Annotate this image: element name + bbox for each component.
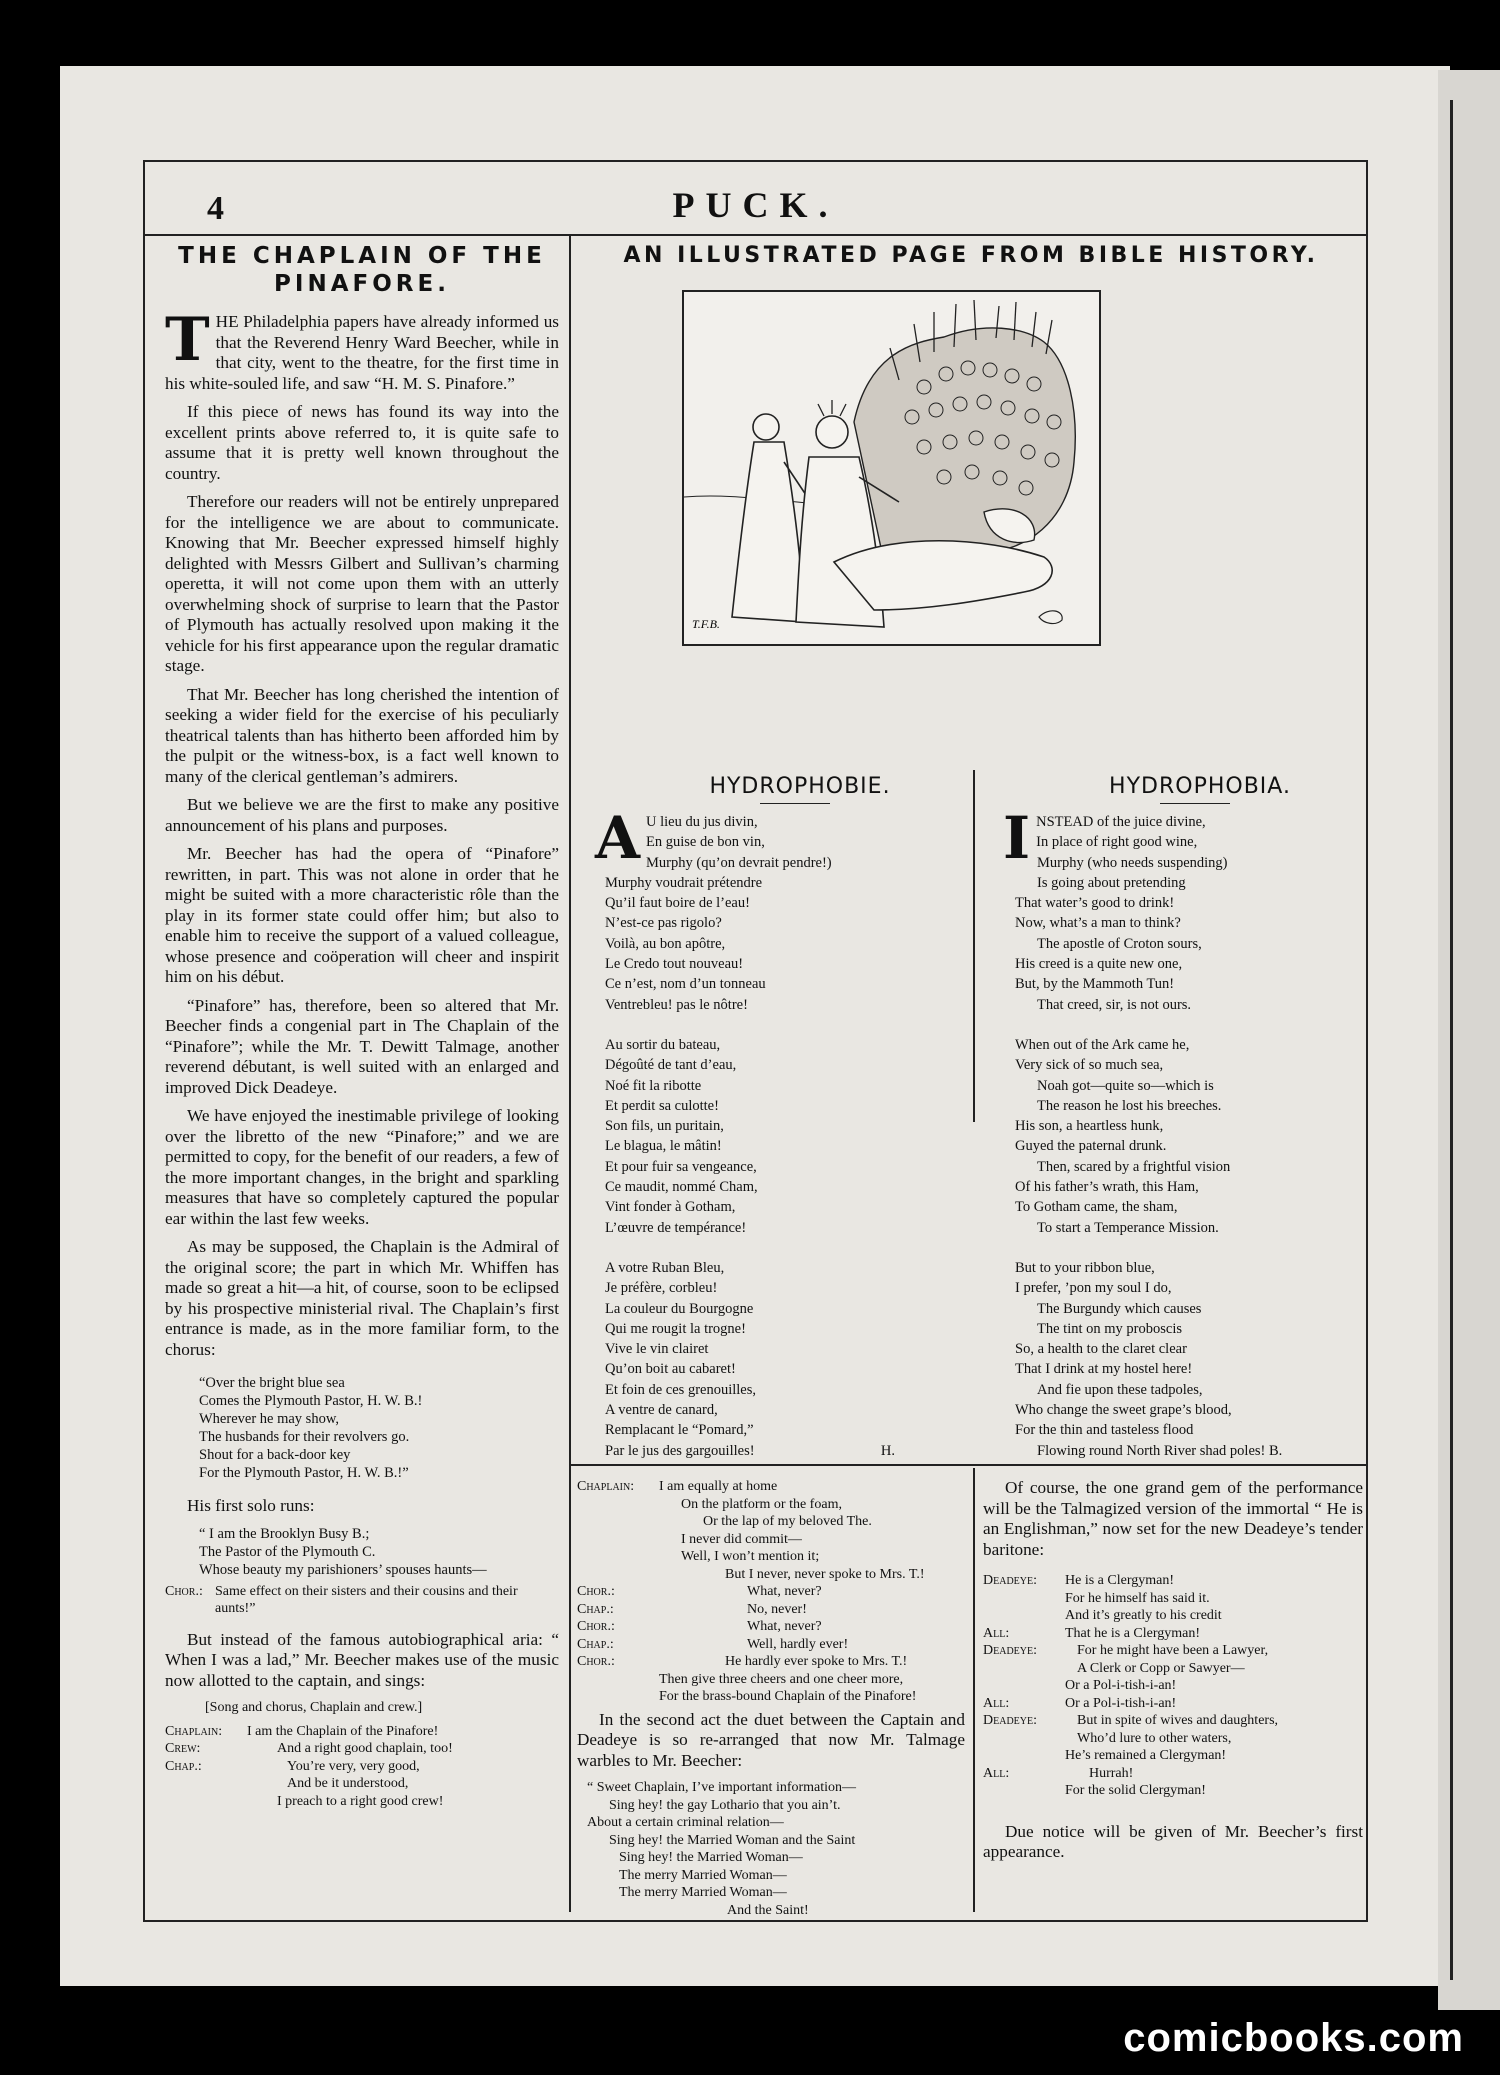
script-row (577, 1478, 965, 1496)
script-row (983, 1695, 1363, 1713)
poem-line: Ce maudit, nommé Cham, (605, 1179, 758, 1196)
script-line: For he himself has said it. (1065, 1590, 1210, 1606)
verse-line: For the Plymouth Pastor, H. W. B.!” (199, 1465, 409, 1481)
article-paragraph: We have enjoyed the inestimable privilege of looking over the libretto of the new “Pinafore;” and we are permitted to copy, for the benefit of our readers, a few of the more important changes, in the bright and sparkling measures that have so completely captured the popular ear within the last few weeks. (165, 1106, 559, 1228)
poem-line: Dégoûté de tant d’eau, (605, 1057, 737, 1074)
speaker-label (983, 1747, 1065, 1765)
poem-line: Who change the sweet grape’s blood, (1015, 1402, 1232, 1419)
poem-line: Murphy (qu’on devrait pendre!) (646, 854, 832, 871)
poem-line: For the thin and tasteless flood (1015, 1422, 1194, 1439)
script-line: Well, hardly ever! (747, 1636, 849, 1652)
poem-line: That I drink at my hostel here! (1015, 1361, 1193, 1378)
verse-line: And the Saint! (727, 1902, 809, 1918)
article-paragraph: “Pinafore” has, therefore, been so altered that Mr. Beecher finds a congenial part in The Chaplain of the “Pinafore”; while the Mr. T. Dewitt Talmage, another reverend débutant, is well suited with an enlarged and improved Dick Deadeye. (165, 995, 559, 1097)
poem-line: Et perdit sa culotte! (605, 1097, 719, 1114)
poem-line: Flowing round North River shad poles! B. (1037, 1442, 1283, 1459)
page-number: 4 (207, 190, 224, 227)
article-paragraph: But we believe we are the first to make any positive announcement of his plans and purposes. (165, 795, 559, 835)
script-line: And a right good chaplain, too! (277, 1741, 453, 1756)
speaker-label: Deadeye: (983, 1643, 1037, 1658)
poem-line: To start a Temperance Mission. (1037, 1219, 1219, 1236)
speaker-label: Deadeye: (983, 1713, 1037, 1728)
verse-line: The merry Married Woman— (619, 1885, 787, 1900)
script-row (577, 1636, 965, 1654)
poem-line: Je préfère, corbleu! (605, 1280, 718, 1297)
english-poem-title: HYDROPHOBIA. (1109, 774, 1291, 799)
song-row (165, 1775, 559, 1793)
script-row (983, 1747, 1363, 1765)
verse-line: “Over the bright blue sea (199, 1375, 345, 1391)
script-line: Hurrah! (1089, 1765, 1134, 1781)
right-script (983, 1478, 1363, 1871)
stanza (1015, 1258, 1365, 1461)
poem-line: His creed is a quite new one, (1015, 956, 1183, 973)
poem-line: Son fils, un puritain, (605, 1118, 724, 1135)
speaker-label: Chaplain: (165, 1723, 223, 1739)
script-line: For the brass-bound Chaplain of the Pinafore! (659, 1689, 917, 1704)
speaker-label: Chor.: (577, 1619, 615, 1634)
poem-line: Vive le vin clairet (605, 1341, 709, 1358)
watermark-logo: comicbooks.com (1123, 2016, 1464, 2060)
verse-line: Whose beauty my parishioners’ spouses haunts— (199, 1561, 487, 1578)
poem-line: Of his father’s wrath, this Ham, (1015, 1179, 1199, 1196)
song-row (165, 1793, 559, 1811)
solo-verse (165, 1525, 559, 1579)
script-line: But in spite of wives and daughters, (1077, 1713, 1279, 1728)
script-row (983, 1660, 1363, 1678)
speaker-label (983, 1782, 1065, 1800)
poem-line: So, a health to the claret clear (1015, 1341, 1187, 1358)
script-line: What, never? (747, 1584, 822, 1599)
poem-line: U lieu du jus divin, (646, 814, 758, 830)
poem-line: Ce n’est, nom d’un tonneau (605, 976, 766, 993)
poem-line: Qu’on boit au cabaret! (605, 1361, 736, 1378)
article-paragraph: But instead of the famous autobiographical aria: “ When I was a lad,” Mr. Beecher makes use of the music now allotted to the captain, and sings: (165, 1629, 559, 1690)
artist-signature: T.F.B. (692, 617, 720, 631)
verse-line: The Pastor of the Plymouth C. (199, 1543, 376, 1560)
script-line: Same effect on their sisters and their cousins and their aunts!” (215, 1583, 518, 1616)
poem-line: His son, a heartless hunk, (1015, 1118, 1164, 1135)
script-line: Then give three cheers and one cheer more, (659, 1671, 904, 1687)
speaker-label (983, 1730, 1065, 1748)
script-line: For the solid Clergyman! (1065, 1783, 1206, 1798)
masthead-title: PUCK. (672, 185, 839, 225)
poem-line: Qu’il faut boire de l’eau! (605, 895, 750, 912)
speaker-label: Chor.: (577, 1584, 615, 1599)
stanza (1003, 804, 1365, 1015)
script-line: I am equally at home (659, 1479, 778, 1494)
poem-line: Now, what’s a man to think? (1015, 915, 1181, 932)
poem-line: Le Credo tout nouveau! (605, 956, 744, 973)
speaker-label (577, 1513, 659, 1531)
poem-line: En guise de bon vin, (646, 834, 765, 851)
poem-line: Qui me rougit la trogne! (605, 1320, 746, 1337)
poem-line: Very sick of so much sea, (1015, 1057, 1164, 1074)
speaker-label: Deadeye: (983, 1573, 1037, 1588)
speaker-label: Crew: (165, 1741, 201, 1756)
article-paragraph: Of course, the one grand gem of the performance will be the Talmagized version of the immortal “ He is an Englishman,” now set for the new Deadeye’s tender baritone: (983, 1478, 1363, 1559)
french-poem-body (585, 804, 965, 1461)
script-row (577, 1688, 965, 1706)
poem-line: Par le jus des gargouilles! (605, 1442, 755, 1459)
speaker-label (983, 1660, 1065, 1678)
article-paragraph: His first solo runs: (187, 1496, 315, 1515)
speaker-label: All: (983, 1695, 1010, 1711)
poem-line: When out of the Ark came he, (1015, 1036, 1190, 1053)
poem-line: Guyed the paternal drunk. (1015, 1138, 1167, 1155)
speaker-label (577, 1531, 659, 1549)
poem-line: The reason he lost his breeches. (1037, 1097, 1222, 1114)
facing-page-edge (1438, 70, 1500, 2010)
poem-line: Vint fonder à Gotham, (605, 1199, 736, 1216)
stanza (605, 1035, 965, 1238)
speaker-label (983, 1607, 1065, 1625)
script-row (577, 1618, 965, 1636)
poem-line: In place of right good wine, (1036, 834, 1198, 851)
script-row (983, 1625, 1363, 1643)
speaker-label: Chor.: (165, 1583, 203, 1599)
middle-script (577, 1478, 965, 1919)
poem-line: The tint on my proboscis (1037, 1320, 1182, 1337)
script-line: That he is a Clergyman! (1065, 1625, 1201, 1641)
article-paragraph: If this piece of news has found its way into the excellent prints above referred to, it is quite safe to assume that it is pretty well known throughout the country. (165, 402, 559, 483)
script-line: A Clerk or Copp or Sawyer— (1077, 1660, 1245, 1676)
speaker-label: Chap.: (165, 1758, 202, 1774)
drop-cap: A (595, 804, 641, 872)
stanza (1015, 1035, 1365, 1238)
speaker-label (577, 1688, 659, 1706)
script-row (577, 1531, 965, 1549)
left-article (165, 242, 559, 1810)
article-paragraph: Therefore our readers will not be entirely unprepared for the intelligence we are about to communicate. Knowing that Mr. Beecher expressed himself highly delighted with Messrs Gilbert and Sullivan’s charming operetta, it will not come upon them with an utterly overwhelming shock of surprise to learn that the Pastor of Plymouth has actually resolved upon making it the vehicle for his first appearance upon the regular dramatic stage. (165, 492, 559, 675)
poem-line: Au sortir du bateau, (605, 1036, 721, 1053)
script-line: No, never! (747, 1601, 807, 1617)
poem-line: Noah got—quite so—which is (1037, 1077, 1214, 1094)
script-line: But I never, never spoke to Mrs. T.! (725, 1566, 925, 1582)
script-row (983, 1730, 1363, 1748)
chorus-verse (165, 1374, 559, 1482)
article-paragraph: Due notice will be given of Mr. Beecher’s first appearance. (983, 1821, 1363, 1861)
illustrated-headline: AN ILLUSTRATED PAGE FROM BIBLE HISTORY. (623, 243, 1319, 268)
article-paragraph: Mr. Beecher has had the opera of “Pinafore” rewritten, in part. This was not alone in order that he might be suited with a more characteristic rôle than the play in its former state could offer him; but also to enable him to receive the support of a valued colleague, whose presence and coöperation will cheer and inspirit him on his début. (165, 844, 559, 986)
poem-line: That water’s good to drink! (1015, 895, 1175, 912)
verse-line: Sing hey! the gay Lothario that you ain’t. (609, 1797, 841, 1813)
newspaper-page (143, 160, 1368, 1922)
article-paragraph: As may be supposed, the Chaplain is the Admiral of the original score; the part in which Mr. Whiffen has made so great a hit—a hit, of course, soon to be eclipsed by his prospective ministerial rival. The Chaplain’s first entrance is made, as in the more familiar form, to the chorus: (165, 1237, 559, 1359)
poem-line: NSTEAD of the juice divine, (1036, 814, 1206, 830)
verse-line: Sing hey! the Married Woman— (619, 1850, 803, 1865)
script-row (577, 1653, 965, 1671)
script-row (983, 1642, 1363, 1660)
speaker-label: All: (983, 1625, 1010, 1641)
bible-illustration (682, 290, 1101, 646)
stanza (595, 804, 965, 1015)
poem-line: Is going about pretending (1037, 874, 1186, 891)
verse-line: Comes the Plymouth Pastor, H. W. B.! (199, 1393, 423, 1409)
script-row (577, 1583, 965, 1601)
script-row (983, 1782, 1363, 1800)
poem-line: Le blagua, le mâtin! (605, 1138, 722, 1155)
article-paragraph: THE Philadelphia papers have already informed us that the Reverend Henry Ward Beecher, while in that city, went to the theatre, for the first time in his white-souled life, and saw “H. M. S. Pinafore.” (165, 305, 559, 393)
song-row (165, 1740, 559, 1758)
illustration-drawing (684, 292, 1095, 640)
poem-line: Remplacant le “Pomard,” (605, 1422, 754, 1439)
script-line: He hardly ever spoke to Mrs. T.! (725, 1654, 908, 1669)
poem-line: L’œuvre de tempérance! (605, 1219, 747, 1236)
stanza (605, 1258, 965, 1461)
column-rule-script (973, 1468, 975, 1912)
speaker-label (983, 1590, 1065, 1608)
script-line: He is a Clergyman! (1065, 1573, 1174, 1588)
script-line: For he might have been a Lawyer, (1077, 1643, 1269, 1658)
speaker-label: All: (983, 1765, 1010, 1781)
stage-direction: [Song and chorus, Chaplain and crew.] (205, 1700, 423, 1715)
poem-line: A votre Ruban Bleu, (605, 1259, 725, 1276)
script-row (983, 1712, 1363, 1730)
verse-line: Shout for a back-door key (199, 1447, 351, 1463)
script-row (577, 1566, 965, 1584)
poem-line: Noé fit la ribotte (605, 1077, 702, 1094)
script-line: Or a Pol-i-tish-i-an! (1065, 1678, 1177, 1693)
poem-line: To Gotham came, the sham, (1015, 1199, 1178, 1216)
french-poem (585, 774, 965, 1481)
poem-signature: B. (1268, 1442, 1283, 1459)
script-line: I preach to a right good crew! (277, 1793, 444, 1809)
french-poem-title: HYDROPHOBIE. (709, 774, 891, 799)
deadeye-script (983, 1572, 1363, 1800)
script-line: Or the lap of my beloved The. (703, 1514, 872, 1529)
script-line: He’s remained a Clergyman! (1065, 1748, 1227, 1763)
script-line: And be it understood, (287, 1776, 409, 1791)
drop-cap: T (165, 305, 210, 375)
script-line: Or a Pol-i-tish-i-an! (1065, 1695, 1177, 1711)
poem-signature: H. (880, 1442, 895, 1459)
article-paragraph: In the second act the duet between the Captain and Deadeye is so re-arranged that now Mr. Talmage warbles to Mr. Beecher: (577, 1709, 965, 1770)
poem-line: I prefer, ’pon my soul I do, (1015, 1280, 1172, 1297)
script-line: I never did commit— (681, 1531, 802, 1547)
article-paragraph: That Mr. Beecher has long cherished the intention of seeking a wider field for the exercise of his peculiarly theatrical talents than has hitherto been afforded him by the pulpit or the witness-box, is a fact well known to many of the clerical gentleman’s admirers. (165, 684, 559, 786)
poem-line: Et pour fuir sa vengeance, (605, 1158, 757, 1175)
song-row (165, 1723, 559, 1741)
speaker-label: Chor.: (577, 1654, 615, 1669)
speaker-label (577, 1566, 659, 1584)
verse-line: The merry Married Woman— (619, 1867, 787, 1883)
speaker-label: Chaplain: (577, 1479, 635, 1494)
speaker-label: Chap.: (577, 1601, 614, 1617)
column-rule-left (569, 236, 571, 1912)
left-article-headline: THE CHAPLAIN OF THE PINAFORE. (178, 243, 546, 297)
script-row (983, 1607, 1363, 1625)
solo-chorus-line (165, 1583, 559, 1618)
verse-line: “ I am the Brooklyn Busy B.; (199, 1525, 370, 1542)
masthead-rule (145, 234, 1366, 236)
poem-line: The Burgundy which causes (1037, 1300, 1202, 1317)
script-row (983, 1765, 1363, 1783)
chaplain-script (577, 1478, 965, 1706)
poem-line: Et foin de ces grenouilles, (605, 1381, 756, 1398)
song-row (165, 1758, 559, 1776)
verse-line: Wherever he may show, (199, 1411, 339, 1427)
script-row (983, 1590, 1363, 1608)
column-rule-poems (973, 770, 975, 1122)
poem-line: La couleur du Bourgogne (605, 1300, 754, 1317)
speaker-label: Chap.: (577, 1636, 614, 1652)
script-line: You’re very, very good, (287, 1758, 420, 1774)
speaker-label (165, 1775, 247, 1793)
poem-line: The apostle of Croton sours, (1037, 935, 1202, 952)
poem-line: And fie upon these tadpoles, (1037, 1381, 1203, 1398)
speaker-label (577, 1496, 659, 1514)
chaplain-song (165, 1723, 559, 1811)
script-row (577, 1496, 965, 1514)
script-line: On the platform or the foam, (681, 1496, 842, 1512)
speaker-label (165, 1793, 247, 1811)
script-row (577, 1513, 965, 1531)
poem-line: Murphy (who needs suspending) (1037, 854, 1228, 871)
english-poem (985, 774, 1365, 1481)
script-row (983, 1677, 1363, 1695)
speaker-label (983, 1677, 1065, 1695)
script-line: What, never? (747, 1619, 822, 1634)
script-row (983, 1572, 1363, 1590)
poem-line: But, by the Mammoth Tun! (1015, 976, 1175, 993)
verse-line: “ Sweet Chaplain, I’ve important information— (587, 1780, 857, 1795)
speaker-label (577, 1671, 659, 1689)
english-poem-body (985, 804, 1365, 1461)
poem-line: But to your ribbon blue, (1015, 1259, 1155, 1276)
script-line: I am the Chaplain of the Pinafore! (247, 1723, 439, 1739)
verse-line: The husbands for their revolvers go. (199, 1429, 410, 1445)
script-row (577, 1601, 965, 1619)
poem-line: Ventrebleu! pas le nôtre! (605, 996, 748, 1013)
script-line: And it’s greatly to his credit (1065, 1608, 1222, 1623)
verse-line: Sing hey! the Married Woman and the Saint (609, 1832, 856, 1848)
script-row (577, 1671, 965, 1689)
verse-line: About a certain criminal relation— (587, 1815, 784, 1830)
drop-cap: I (1003, 804, 1031, 872)
poem-line: That creed, sir, is not ours. (1037, 996, 1192, 1013)
poem-line: N’est-ce pas rigolo? (605, 915, 722, 932)
speaker-label (577, 1548, 659, 1566)
poem-line: Murphy voudrait prétendre (605, 874, 763, 891)
script-line: Well, I won’t mention it; (681, 1549, 820, 1564)
duet-verse (577, 1779, 965, 1919)
script-row (577, 1548, 965, 1566)
poem-line: Then, scared by a frightful vision (1037, 1158, 1231, 1175)
poem-line: Voilà, au bon apôtre, (605, 935, 726, 952)
poem-line: A ventre de canard, (605, 1402, 718, 1419)
script-line: Who’d lure to other waters, (1077, 1730, 1232, 1746)
